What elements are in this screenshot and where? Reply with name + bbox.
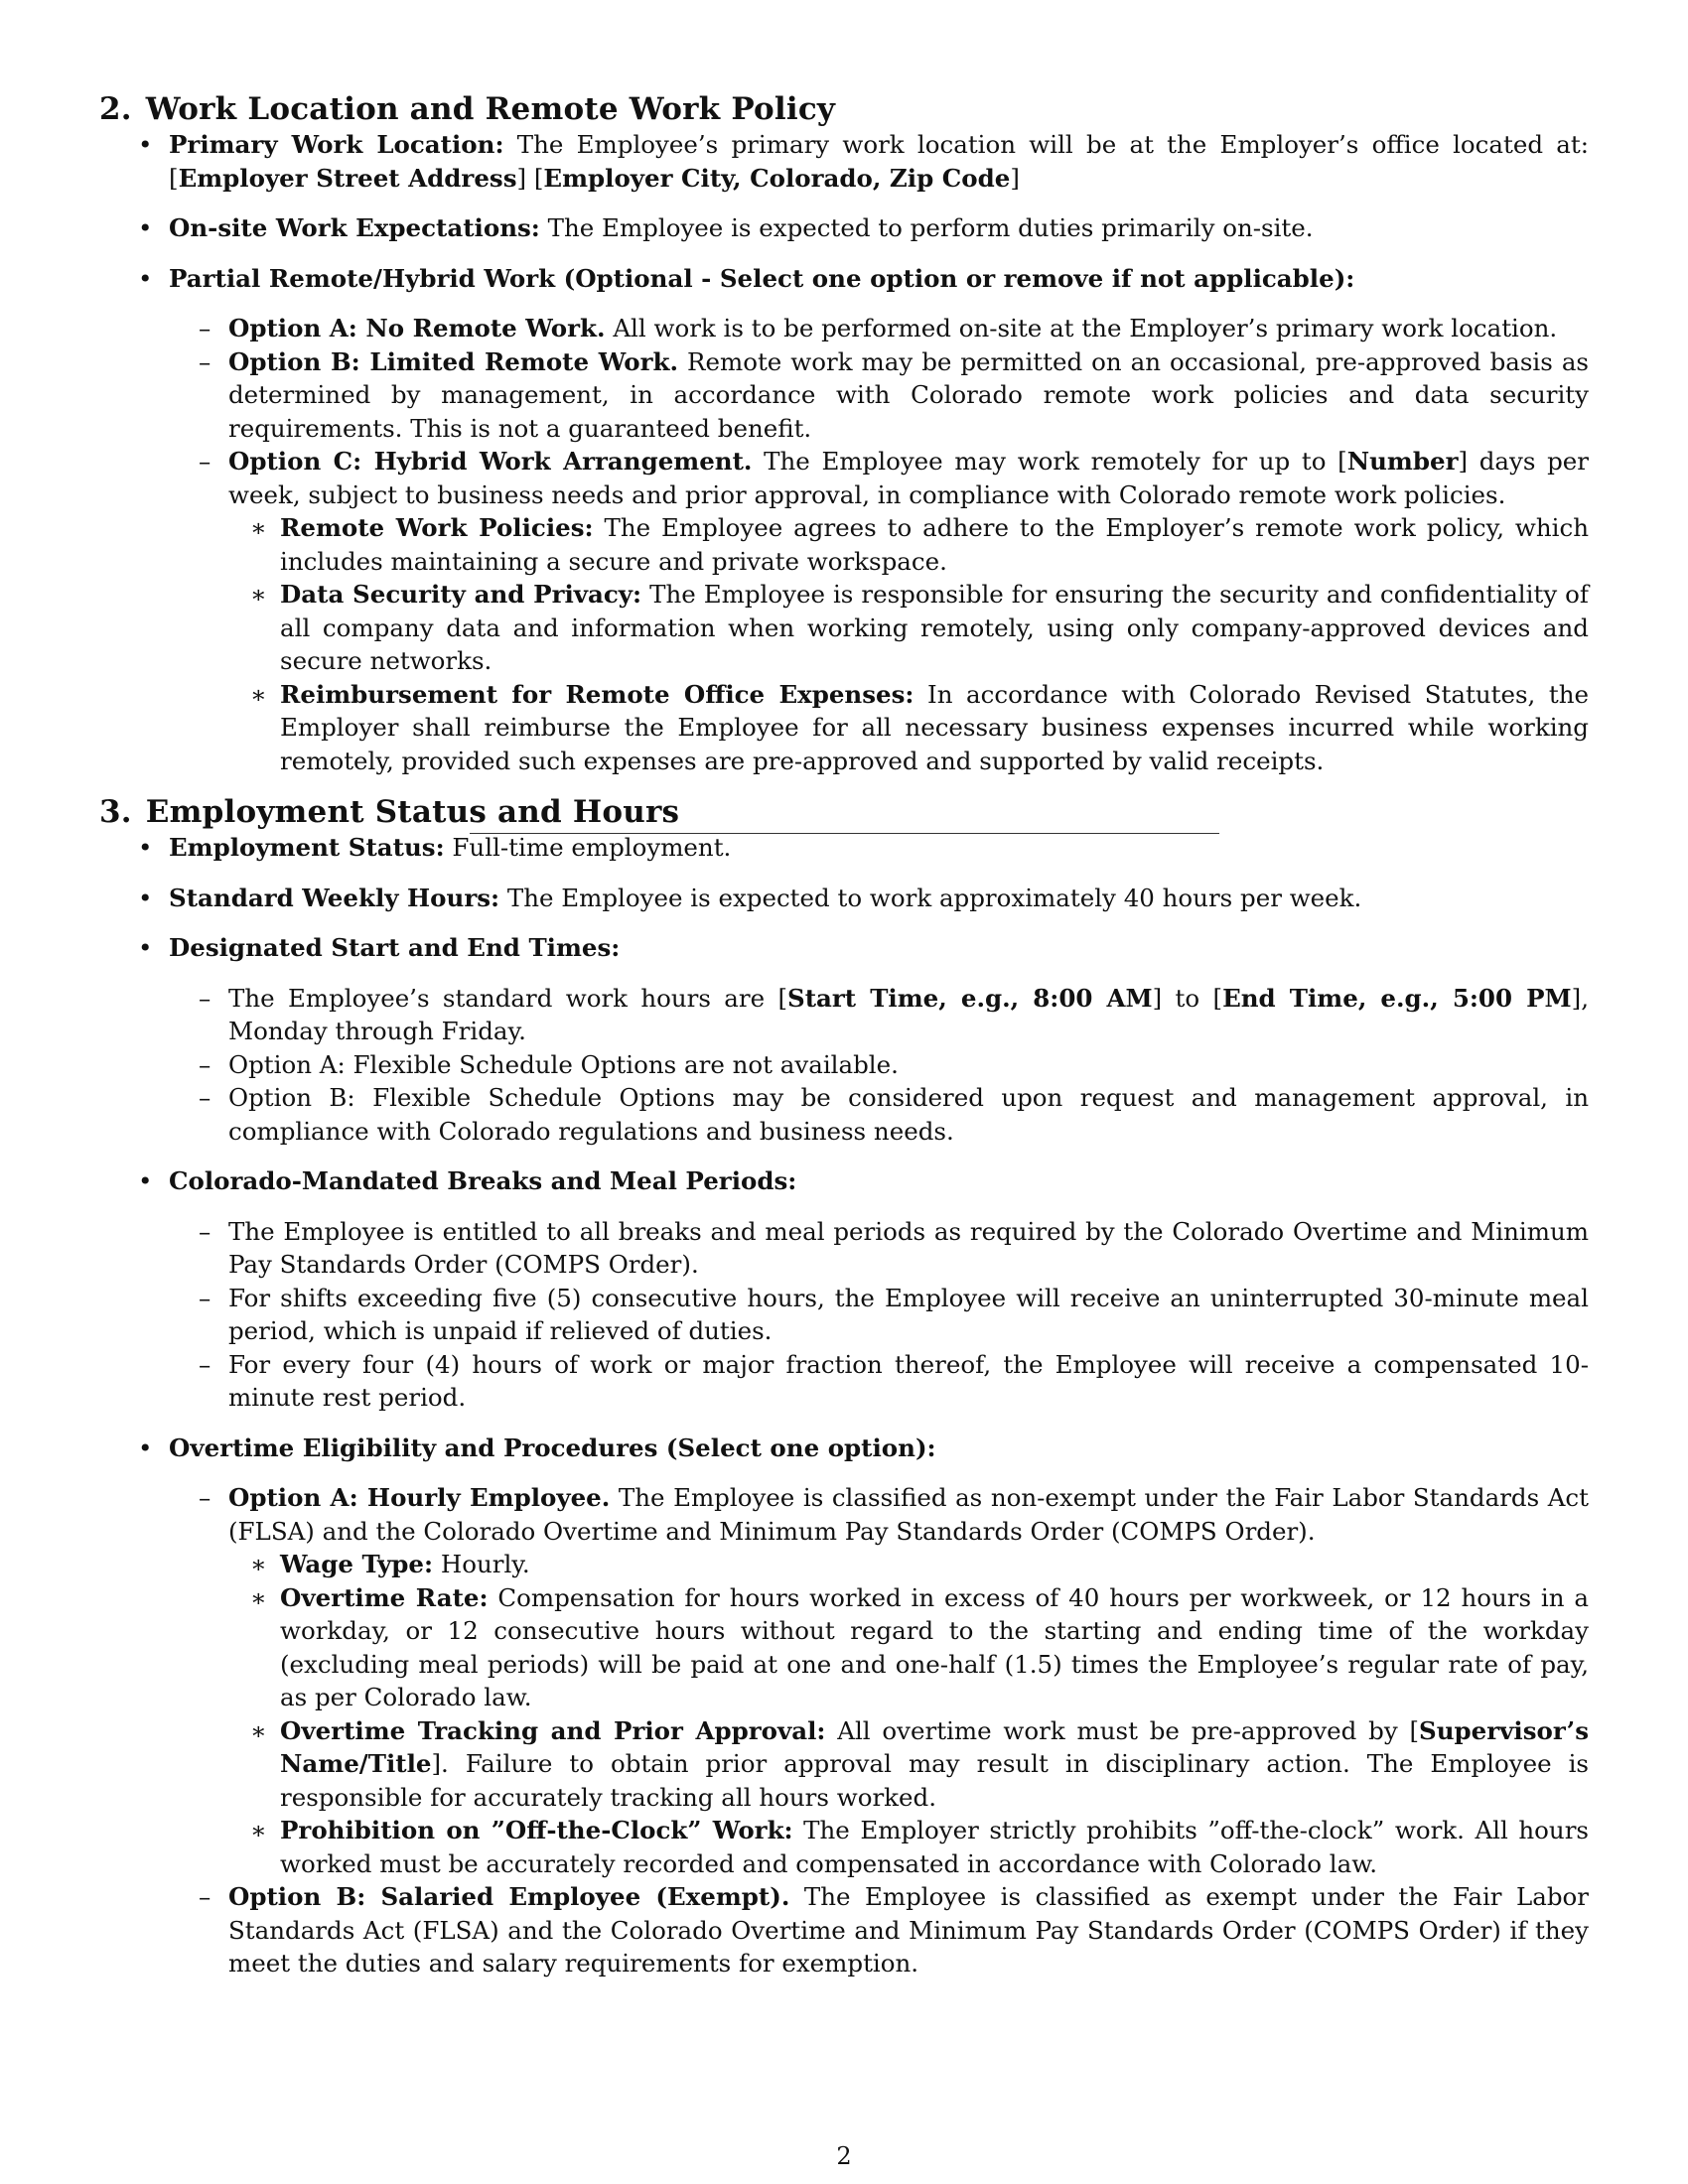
list-item-onsite-expectations: • On-site Work Expectations: The Employee is expected to perform duties primarily on-site. (99, 211, 1589, 245)
wage-type: ∗ Wage Type: Hourly. (228, 1548, 1589, 1581)
section-title: Work Location and Remote Work Policy (145, 91, 836, 127)
option-c-hybrid: – Option C: Hybrid Work Arrangement. The Employee may work remotely for up to [Number] days per week, subject to business needs and prior approval, in compliance with Colorado remote work policies. ∗ Remote Work Policies: The Employee agrees to adhere to the Employer’s remote work policy, which includes maintaining a secure and private workspace. ∗ Data Security and Privacy: The Employee is responsible for ensuring the security and confidentiality of all company data and information when working remotely, using only company-approved devices and secure networks. ∗ Reimbursement for Remote Office Expenses: In accordance with Colorado Revised Statutes, the Employer shall reimburse the Employee for all necessary business expenses incurred while working remotely, provided such expenses are pre-approved and supported by valid receipts. (169, 445, 1589, 777)
start-end-times-list (169, 982, 1589, 1149)
flex-option-b: – Option B: Flexible Schedule Options may be considered upon request and management approval, in compliance with Colorado regulations and business needs. (169, 1081, 1589, 1148)
rest-period: – For every four (4) hours of work or major fraction thereof, the Employee will receive a compensated 10-minute rest period. (169, 1348, 1589, 1415)
breaks-entitlement: – The Employee is entitled to all breaks and meal periods as required by the Colorado Overtime and Minimum Pay Standards Order (COMPS Order). (169, 1215, 1589, 1282)
section-divider (470, 833, 1219, 834)
overtime-tracking: ∗ Overtime Tracking and Prior Approval: All overtime work must be pre-approved by [Supervisor’s Name/Title]. Failure to obtain prior approval may result in disciplinary action. The Employee is responsible for accurately tracking all hours worked. (228, 1714, 1589, 1815)
breaks-list (169, 1215, 1589, 1415)
page-number: 2 (836, 2142, 852, 2170)
section-number: 3. (99, 794, 132, 831)
overtime-rate: ∗ Overtime Rate: Compensation for hours worked in excess of 40 hours per workweek, or 12 hours in a workday, or 12 consecutive hours without regard to the starting and ending time of the workday (excluding meal periods) will be paid at one and one-half (1.5) times the Employee’s regular rate of pay, as per Colorado law. (228, 1581, 1589, 1714)
section-3-list (99, 831, 1589, 1980)
section-2-heading (99, 91, 1589, 128)
list-item-hybrid-work: • Partial Remote/Hybrid Work (Optional - Select one option or remove if not applicable): – Option A: No Remote Work. All work is to be performed on-site at the Employer’s primary work location. – Option B: Limited Remote Work. Remote work may be permitted on an occasional, pre-approved basis as determined by management, in accordance with Colorado remote work policies and data security requirements. This is not a guaranteed benefit. – Option C: Hybrid Work Arrangement. The Employee may work remotely for up to [Number] days per week, subject to business needs and prior approval, in compliance with Colorado remote work policies. ∗ Remote Work Policies: The Employee agrees to adhere to the Employer’s remote work policy, which includes maintaining a secure and private workspace. ∗ Data Security and Privacy: The Employee is responsible for ensuring the security and confidentiality of all company data and information when working remotely, using only company-approved devices and secure networks. ∗ Reimbursement for Remote Office Expenses: In accordance with Colorado Revised Statutes, the Employer shall reimburse the Employee for all necessary business expenses incurred while working remotely, provided such expenses are pre-approved and supported by valid receipts. (99, 262, 1589, 778)
off-the-clock-prohibition: ∗ Prohibition on ”Off-the-Clock” Work: The Employer strictly prohibits ”off-the-clock” work. All hours worked must be accurately recorded and compensated in accordance with Colorado law. (228, 1814, 1589, 1880)
list-item-overtime: • Overtime Eligibility and Procedures (Select one option): – Option A: Hourly Employee. The Employee is classified as non-exempt under the Fair Labor Standards Act (FLSA) and the Colorado Overtime and Minimum Pay Standards Order (COMPS Order). ∗ Wage Type: Hourly. ∗ Overtime Rate: Compensation for hours worked in excess of 40 hours per workweek, or 12 hours in a workday, or 12 consecutive hours without regard to the starting and ending time of the workday (excluding meal periods) will be paid at one and one-half (1.5) times the Employee’s regular rate of pay, as per Colorado law. ∗ Overtime Tracking and Prior Approval: All overtime work must be pre-approved by [Supervisor’s Name/Title]. Failure to obtain prior approval may result in disciplinary action. The Employee is responsible for accurately tracking all hours worked. ∗ Prohibition on ”Off-the-Clock” Work: The Employer strictly prohibits ”off-the-clock” work. All hours worked must be accurately recorded and compensated in accordance with Colorado law. – Option B: Salaried Employee (Exempt). The Employee is classified as exempt under the Fair Labor Standards Act (FLSA) and the Colorado Overtime and Minimum Pay Standards Order (COMPS Order) if they meet the duties and salary requirements for exemption. (99, 1432, 1589, 1980)
list-item-employment-status: • Employment Status: Full-time employment. (99, 831, 1589, 865)
section-2-list (99, 128, 1589, 777)
list-item-start-end-times: • Designated Start and End Times: – The Employee’s standard work hours are [Start Time, e.g., 8:00 AM] to [End Time, e.g., 5:00 PM], Monday through Friday. – Option A: Flexible Schedule Options are not available. – Option B: Flexible Schedule Options may be considered upon request and management approval, in compliance with Colorado regulations and business needs. (99, 931, 1589, 1148)
overtime-option-b: – Option B: Salaried Employee (Exempt). The Employee is classified as exempt under the Fair Labor Standards Act (FLSA) and the Colorado Overtime and Minimum Pay Standards Order (COMPS Order) if they meet the duties and salary requirements for exemption. (169, 1880, 1589, 1980)
section-title: Employment Status and Hours (145, 794, 680, 831)
flex-option-a: – Option A: Flexible Schedule Options are not available. (169, 1048, 1589, 1082)
remote-work-policies: ∗ Remote Work Policies: The Employee agrees to adhere to the Employer’s remote work policy, which includes maintaining a secure and private workspace. (228, 511, 1589, 578)
standard-hours: – The Employee’s standard work hours are [Start Time, e.g., 8:00 AM] to [End Time, e.g., 5:00 PM], Monday through Friday. (169, 982, 1589, 1048)
data-security-privacy: ∗ Data Security and Privacy: The Employee is responsible for ensuring the security and confidentiality of all company data and information when working remotely, using only company-approved devices and secure networks. (228, 578, 1589, 678)
section-3-heading (99, 794, 1589, 831)
hybrid-options-list (169, 312, 1589, 777)
overtime-option-a: – Option A: Hourly Employee. The Employee is classified as non-exempt under the Fair Labor Standards Act (FLSA) and the Colorado Overtime and Minimum Pay Standards Order (COMPS Order). ∗ Wage Type: Hourly. ∗ Overtime Rate: Compensation for hours worked in excess of 40 hours per workweek, or 12 hours in a workday, or 12 consecutive hours without regard to the starting and ending time of the workday (excluding meal periods) will be paid at one and one-half (1.5) times the Employee’s regular rate of pay, as per Colorado law. ∗ Overtime Tracking and Prior Approval: All overtime work must be pre-approved by [Supervisor’s Name/Title]. Failure to obtain prior approval may result in disciplinary action. The Employee is responsible for accurately tracking all hours worked. ∗ Prohibition on ”Off-the-Clock” Work: The Employer strictly prohibits ”off-the-clock” work. All hours worked must be accurately recorded and compensated in accordance with Colorado law. (169, 1481, 1589, 1880)
page-content (99, 91, 1589, 1997)
list-item-breaks: • Colorado-Mandated Breaks and Meal Periods: – The Employee is entitled to all breaks and meal periods as required by the Colorado Overtime and Minimum Pay Standards Order (COMPS Order). – For shifts exceeding five (5) consecutive hours, the Employee will receive an uninterrupted 30-minute meal period, which is unpaid if relieved of duties. – For every four (4) hours of work or major fraction thereof, the Employee will receive a compensated 10-minute rest period. (99, 1164, 1589, 1415)
reimbursement-remote-expenses: ∗ Reimbursement for Remote Office Expenses: In accordance with Colorado Revised Statutes, the Employer shall reimburse the Employee for all necessary business expenses incurred while working remotely, provided such expenses are pre-approved and supported by valid receipts. (228, 678, 1589, 778)
option-b-limited-remote: – Option B: Limited Remote Work. Remote work may be permitted on an occasional, pre-approved basis as determined by management, in accordance with Colorado remote work policies and data security requirements. This is not a guaranteed benefit. (169, 345, 1589, 446)
list-item-primary-work-location: • Primary Work Location: The Employee’s primary work location will be at the Employer’s office located at: [Employer Street Address] [Employer City, Colorado, Zip Code] (99, 128, 1589, 195)
overtime-option-a-sub-list (228, 1548, 1589, 1880)
overtime-options-list (169, 1481, 1589, 1980)
section-number: 2. (99, 91, 132, 127)
option-a-no-remote: – Option A: No Remote Work. All work is to be performed on-site at the Employer’s primary work location. (169, 312, 1589, 345)
meal-period: – For shifts exceeding five (5) consecutive hours, the Employee will receive an uninterrupted 30-minute meal period, which is unpaid if relieved of duties. (169, 1282, 1589, 1348)
hybrid-sub-list (228, 511, 1589, 777)
list-item-weekly-hours: • Standard Weekly Hours: The Employee is expected to work approximately 40 hours per week. (99, 882, 1589, 915)
